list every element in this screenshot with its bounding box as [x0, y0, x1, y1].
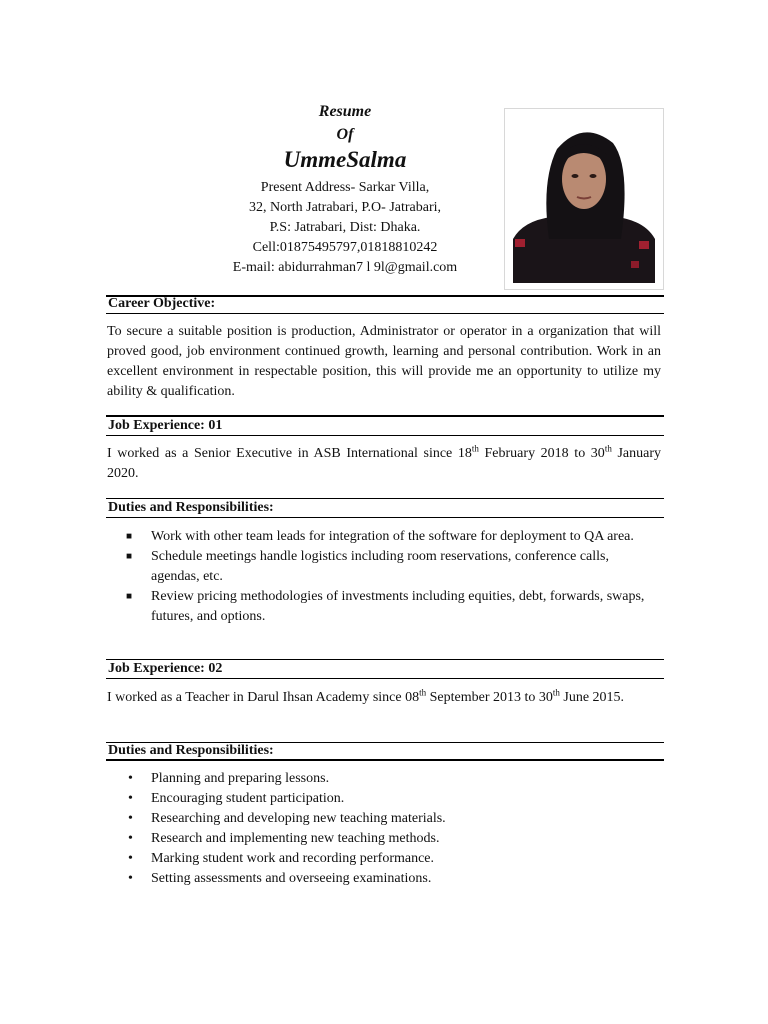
job-experience-01-text — [107, 444, 661, 484]
bullet-icon: • — [128, 791, 133, 806]
job2-text-part: September 2013 to 30 — [426, 690, 553, 705]
section-divider — [106, 498, 664, 499]
ordinal-suffix: th — [419, 687, 427, 698]
duty-text: Planning and preparing lessons. — [151, 771, 330, 786]
square-bullet-icon: ■ — [126, 531, 133, 542]
email-address: E-mail: abidurrahman7 l 9l@gmail.com — [232, 260, 458, 275]
cell-number: Cell:01875495797,01818810242 — [252, 240, 438, 255]
job-experience-02-text — [107, 688, 661, 708]
list-item — [107, 547, 661, 587]
bullet-icon: • — [128, 851, 133, 866]
list-item — [107, 769, 661, 789]
square-bullet-icon: ■ — [126, 591, 133, 602]
duty-text: Review pricing methodologies of investments including equities, debt, forwards, swaps, futures, and options. — [151, 589, 645, 624]
section-divider — [106, 759, 664, 761]
section-divider — [106, 435, 664, 436]
duty-text: Researching and developing new teaching materials. — [151, 811, 446, 826]
duty-text: Encouraging student participation. — [151, 791, 345, 806]
list-item — [107, 869, 661, 889]
section-divider — [106, 659, 664, 660]
bullet-icon: • — [128, 871, 133, 886]
duties-01-title: Duties and Responsibilities: — [108, 500, 274, 515]
job-experience-02-title: Job Experience: 02 — [108, 661, 223, 676]
address-line-3: P.S: Jatrabari, Dist: Dhaka. — [269, 220, 421, 235]
address-line-1: Present Address- Sarkar Villa, — [260, 180, 430, 195]
duty-text: Schedule meetings handle logistics including room reservations, conference calls, agendas, etc. — [151, 549, 609, 584]
list-item — [107, 527, 661, 547]
portrait-photo-icon — [513, 121, 655, 283]
job1-text-part: January 2020. — [107, 446, 661, 481]
ordinal-suffix: th — [604, 443, 612, 454]
duties-02-title: Duties and Responsibilities: — [108, 743, 274, 758]
profile-photo — [504, 108, 664, 290]
job2-text-part: June 2015. — [559, 690, 625, 705]
duty-text: Work with other team leads for integration of the software for deployment to QA area. — [151, 529, 634, 544]
section-divider — [106, 313, 664, 314]
job2-text-part: I worked as a Teacher in Darul Ihsan Academy since 08 — [107, 690, 420, 705]
duties-02-list — [107, 769, 661, 889]
list-item — [107, 849, 661, 869]
job1-text-part: February 2018 to 30 — [478, 446, 605, 461]
bullet-icon: • — [128, 831, 133, 846]
list-item — [107, 809, 661, 829]
career-objective-text: To secure a suitable position is production, Administrator or operator in a organization that will proved good, job environment continued growth, learning and personal contribution. Work in an excellent environment in respectable position, this will provide me an opportunity to utilize my ability & qualification. — [107, 324, 661, 399]
bullet-icon: • — [128, 771, 133, 786]
list-item — [107, 829, 661, 849]
duties-01-list — [107, 527, 661, 627]
resume-of-heading: Of — [336, 126, 354, 143]
career-objective-title: Career Objective: — [108, 296, 216, 311]
duty-text: Marking student work and recording performance. — [151, 851, 435, 866]
list-item — [107, 789, 661, 809]
resume-heading: Resume — [318, 103, 372, 120]
section-divider — [106, 517, 664, 518]
section-divider — [106, 415, 664, 417]
duty-text: Research and implementing new teaching methods. — [151, 831, 440, 846]
job-experience-01-title: Job Experience: 01 — [108, 418, 223, 433]
duty-text: Setting assessments and overseeing examinations. — [151, 871, 432, 886]
candidate-name: UmmeSalma — [283, 147, 407, 172]
section-divider — [106, 678, 664, 679]
ordinal-suffix: th — [471, 443, 479, 454]
square-bullet-icon: ■ — [126, 551, 133, 562]
bullet-icon: • — [128, 811, 133, 826]
list-item — [107, 587, 661, 627]
contact-block — [190, 178, 500, 278]
ordinal-suffix: th — [552, 687, 560, 698]
job1-text-part: I worked as a Senior Executive in ASB International since 18 — [107, 446, 472, 461]
address-line-2: 32, North Jatrabari, P.O- Jatrabari, — [248, 200, 442, 215]
